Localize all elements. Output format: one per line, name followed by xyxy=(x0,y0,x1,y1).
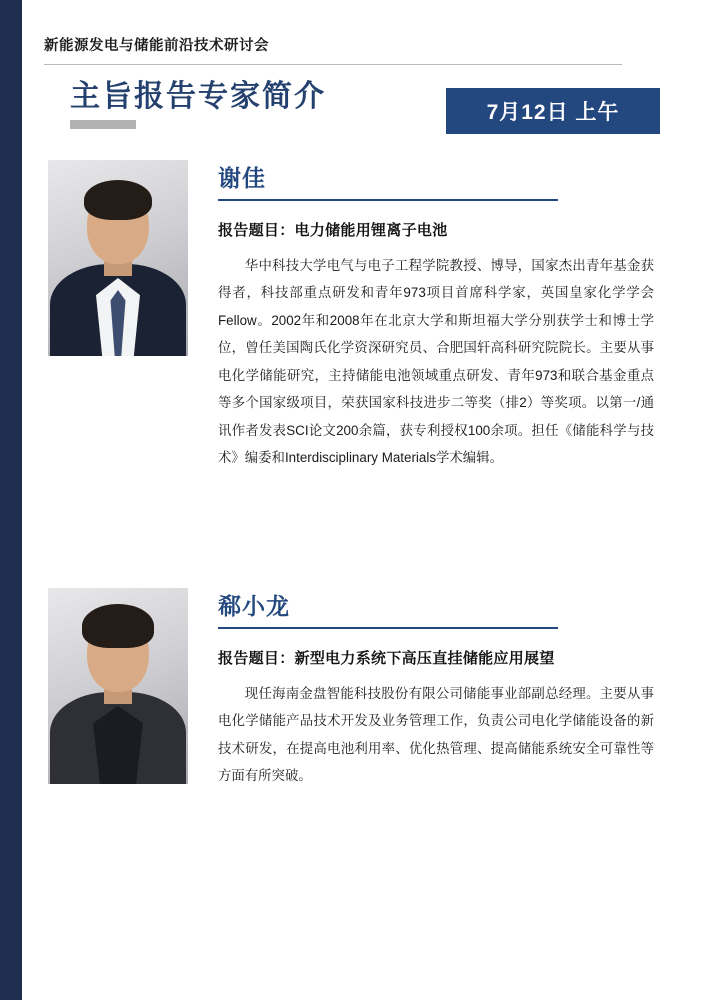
date-badge: 7月12日 上午 xyxy=(446,88,660,134)
talk-line xyxy=(218,647,658,668)
speaker-name-divider xyxy=(218,627,558,629)
talk-line xyxy=(218,219,658,240)
portrait-image xyxy=(48,588,188,784)
left-edge-bar xyxy=(0,0,22,1000)
portrait-image xyxy=(48,160,188,356)
talk-label: 报告题目： xyxy=(218,650,295,667)
speaker-bio: 现任海南金盘智能科技股份有限公司储能事业部副总经理。主要从事电化学储能产品技术开发及业务管理工作，负责公司电化学储能设备的新技术研发，在提高电池利用率、优化热管理、提高储能系统安全可靠性等方面有所突破。 xyxy=(218,686,654,784)
page-title-block xyxy=(70,80,326,129)
header-divider xyxy=(44,64,622,65)
talk-title: 电力储能用锂离子电池 xyxy=(294,222,448,239)
speaker-name: 郗小龙 xyxy=(218,593,290,619)
portrait-hair xyxy=(84,180,152,220)
speaker-bio: 华中科技大学电气与电子工程学院教授、博导，国家杰出青年基金获得者，科技部重点研发和青年973项目首席科学家，英国皇家化学学会Fellow。2002年和2008年在北京大学和斯坦福大学分别获学士和博士学位，曾任美国陶氏化学资深研究员、合肥国轩高科研究院院长。主要从事电化学储能研究，主持储能电池领域重点研发、青年973和联合基金重点等多个国家级项目，荣获国家科技进步二等奖（排2）等奖项。以第一/通讯作者发表SCI论文200余篇，获专利授权100余项。担任《储能科学与技术》编委和Interdisciplinary Materials学术编辑。 xyxy=(218,258,654,466)
header-title: 新能源发电与储能前沿技术研讨会 xyxy=(44,38,269,54)
title-underline xyxy=(70,120,136,129)
talk-title: 新型电力系统下高压直挂储能应用展望 xyxy=(294,650,555,667)
speaker-name-divider xyxy=(218,199,558,201)
page-number: -06- xyxy=(26,957,52,972)
page-title: 主旨报告专家简介 xyxy=(70,80,326,113)
speaker-photo xyxy=(48,160,188,356)
talk-label: 报告题目： xyxy=(218,222,295,239)
speaker-info xyxy=(218,160,658,472)
speaker-name: 谢佳 xyxy=(218,165,266,191)
portrait-hair xyxy=(82,604,154,648)
speaker-info xyxy=(218,588,658,790)
document-header xyxy=(44,34,624,65)
speaker-photo xyxy=(48,588,188,784)
